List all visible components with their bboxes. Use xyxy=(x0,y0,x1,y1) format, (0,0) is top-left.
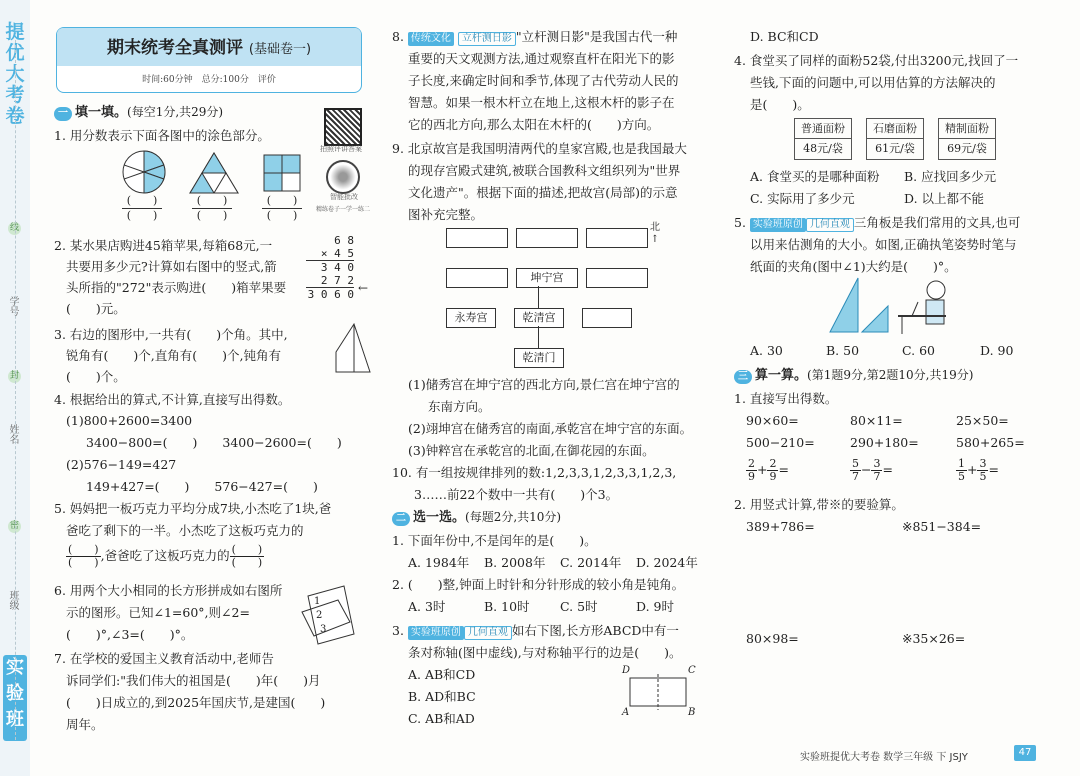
q4-line4: (2)576−149=427 xyxy=(66,457,177,472)
q4-option-c[interactable]: C. 实际用了多少元 xyxy=(750,191,855,206)
q8-line5: 它的西北方向,那么太阳在木杆的( )方向。 xyxy=(408,117,660,132)
s2-q3-option-b[interactable]: B. AD和BC xyxy=(408,689,476,704)
section-3-header xyxy=(734,365,973,386)
fraction-blank[interactable]: $\frac{( )}{( )}$ xyxy=(231,543,263,569)
map-kunning-box: 坤宁宫 xyxy=(516,268,578,288)
numerator: 2 xyxy=(769,457,777,470)
tag-topic: 几何直观 xyxy=(464,626,512,640)
section-badge: 一 xyxy=(54,107,72,121)
q9-line2: 的现存宫殿式建筑,被联合国教科文组织列为"世界 xyxy=(408,163,681,178)
tag-original: 实验班原创 xyxy=(750,218,806,232)
q3-figure xyxy=(332,322,372,382)
q1-text: 1. 用分数表示下面各图中的涂色部分。 xyxy=(54,128,270,143)
brand-top: 提优大考卷 xyxy=(5,21,25,127)
brand-bottom: 实验班 xyxy=(3,655,27,741)
q1-figures xyxy=(114,150,364,196)
q3-line1: 3. 右边的图形中,一共有( )个角。其中, xyxy=(54,327,288,342)
s2-q2: 2. ( )整,钟面上时针和分针形成的较小角是钝角。 xyxy=(392,577,685,592)
field-name: 姓名 xyxy=(7,424,18,444)
q5-line1: 5. 实验班原创 几何直观 三角板是我们常用的文具,也可 xyxy=(734,215,1021,230)
vertical-calc-item[interactable]: ※851−384= xyxy=(902,519,982,534)
flour-name: 普通面粉 xyxy=(795,119,851,139)
q5-line1: 5. 妈妈把一板巧克力平均分成7块,小杰吃了1块,爸 xyxy=(54,501,332,516)
q6-line2: 示的图形。已知∠1=60°,则∠2= xyxy=(66,605,250,620)
numerator: 1 xyxy=(958,457,965,470)
denominator: 9 xyxy=(769,470,777,483)
north-label: 北 xyxy=(650,222,660,233)
s3-q1: 1. 直接写出得数。 xyxy=(734,391,838,406)
s2-q1-option-c[interactable]: C. 2014年 xyxy=(560,555,622,570)
calc-item[interactable]: 25×50= xyxy=(956,413,1009,428)
q7-line1: 7. 在学校的爱国主义教育活动中,老师告 xyxy=(54,651,274,666)
fraction-calc-3[interactable]: $\frac{1}{5}$ + $\frac{3}{5}$ = xyxy=(958,457,999,483)
q5-option-d[interactable]: D. 90 xyxy=(980,343,1014,358)
numerator: 2 xyxy=(748,457,755,470)
q4-line3: 3400−800=( ) 3400−2600=( ) xyxy=(86,435,342,450)
q1-answer-2[interactable] xyxy=(192,194,232,223)
q9-desc1b: 东南方向。 xyxy=(428,399,491,414)
q6-figure xyxy=(298,582,362,646)
arrow-left-icon: ← xyxy=(358,281,369,295)
q7-line4: 周年。 xyxy=(66,717,104,732)
q4-line2: (1)800+2600=3400 xyxy=(66,413,193,428)
blank: ( ) xyxy=(126,194,158,207)
tag-topic: 立杆测日影 xyxy=(458,32,516,46)
square-figure xyxy=(264,155,300,191)
map-connector xyxy=(538,326,539,348)
q4-line3: 是( )。 xyxy=(750,97,810,112)
smart-grading-caption: 智能批改 xyxy=(330,193,358,201)
flour-card-2 xyxy=(866,118,924,160)
s2-q3-option-a[interactable]: A. AB和CD xyxy=(408,667,476,682)
q8-line3: 子长度,来确定时间和季节,体现了古代劳动人民的 xyxy=(408,73,679,88)
exam-title-text: 期末统考全真测评 xyxy=(106,38,243,58)
q1-answer-1[interactable] xyxy=(122,194,162,223)
q8-line1: 8. 传统文化 立杆测日影 "立杆测日影"是我国古代一种 xyxy=(392,29,678,44)
set-square-figure xyxy=(828,276,958,336)
operator: + xyxy=(967,462,978,477)
q4-option-a[interactable]: A. 食堂买的是哪种面粉 xyxy=(750,169,880,184)
map-blank-box[interactable] xyxy=(586,228,648,248)
q5-line3 xyxy=(66,544,264,569)
angle-3-label: 3 xyxy=(320,624,327,635)
map-yongshou-box: 永寿宫 xyxy=(446,308,496,328)
section-1-header xyxy=(54,102,223,123)
q5-line3: 纸面的夹角(图中∠1)大约是( )°。 xyxy=(750,259,957,274)
blank: ( ) xyxy=(262,208,302,223)
cut-mark-3: 密 xyxy=(9,521,19,531)
north-arrow-icon: 北 ↑ xyxy=(650,222,660,245)
calc-item[interactable]: 290+180= xyxy=(850,435,919,450)
tag-original: 实验班原创 xyxy=(408,626,464,640)
q5-text: ,爸爸吃了这板巧克力的 xyxy=(100,548,230,563)
q5-text: 三角板是我们常用的文具,也可 xyxy=(853,215,1021,230)
field-student-id: 学号 xyxy=(7,296,18,316)
s2-q3-line1: 3. 实验班原创 几何直观 如右下图,长方形ABCD中有一 xyxy=(392,623,679,638)
cut-mark-2: 封 xyxy=(9,371,19,381)
q1-answer-3[interactable] xyxy=(262,194,302,223)
calc-item[interactable]: 80×11= xyxy=(850,413,903,428)
denominator: 5 xyxy=(958,470,965,483)
s2-q2-option-c[interactable]: C. 5时 xyxy=(560,599,598,614)
q9-desc1a: (1)储秀宫在坤宁宫的西北方向,景仁宫在坤宁宫的 xyxy=(408,377,680,392)
s2-q1-option-a[interactable]: A. 1984年 xyxy=(408,555,470,570)
rectangle-abcd-figure xyxy=(622,674,692,710)
tag-topic: 几何直观 xyxy=(806,218,854,232)
section-badge: 二 xyxy=(392,512,410,526)
blank: ( ) xyxy=(122,208,162,223)
calc-row: 3 4 0 xyxy=(320,261,354,274)
operator: + xyxy=(757,462,768,477)
q2-line4: ( )元。 xyxy=(66,301,126,316)
denominator: 9 xyxy=(748,470,755,483)
q4-line5: 149+427=( ) 576−427=( ) xyxy=(86,479,318,494)
blank: ( ) xyxy=(266,194,298,207)
q5-line2: 以用来估测角的大小。如图,正确执笔姿势时笔与 xyxy=(750,237,1017,252)
exam-title xyxy=(57,28,361,66)
s2-q3-line2: 条对称轴(图中虚线),与对称轴平行的边是( )。 xyxy=(408,645,682,660)
section-title: 填一填。 xyxy=(75,105,128,120)
map-connector xyxy=(538,286,539,308)
map-qianqing-box: 乾清宫 xyxy=(514,308,564,328)
q9-line4: 图补充完整。 xyxy=(408,207,484,222)
calc-row: 3 0 6 0 xyxy=(307,288,354,301)
vertical-calc-item[interactable]: 80×98= xyxy=(746,631,799,646)
q5-option-c[interactable]: C. 60 xyxy=(902,343,935,358)
exam-title-box xyxy=(56,27,362,93)
practice-caption: 精练卷子一学一练二 xyxy=(316,206,371,213)
map-blank-box[interactable] xyxy=(516,228,578,248)
vertical-calculation xyxy=(306,234,354,301)
q2-line1: 2. 某水果店购进45箱苹果,每箱68元,一 xyxy=(54,238,273,253)
blank: ( ) xyxy=(192,208,232,223)
calc-row: × 4 5 xyxy=(306,247,354,261)
flour-price: 61元/袋 xyxy=(875,142,915,155)
denominator: 7 xyxy=(873,470,881,483)
q4-line1: 4. 根据给出的算式,不计算,直接写出得数。 xyxy=(54,392,291,407)
q4-line1: 4. 食堂买了同样的面粉52袋,付出3200元,找回了一 xyxy=(734,53,1019,68)
pie-figure xyxy=(123,151,165,193)
q10-line2: 3……前22个数中一共有( )个3。 xyxy=(414,487,619,502)
flour-price: 48元/袋 xyxy=(803,142,843,155)
q6-line3: ( )°,∠3=( )°。 xyxy=(66,627,194,642)
map-qianqingmen-box: 乾清门 xyxy=(514,348,564,368)
map-blank-box[interactable] xyxy=(446,228,508,248)
tag-tradition: 传统文化 xyxy=(408,32,454,46)
angle-2-label: 2 xyxy=(316,610,323,621)
s2-q3-text: 如右下图,长方形ABCD中有一 xyxy=(511,623,679,638)
calc-row: 6 8 xyxy=(334,234,354,247)
flour-card-3 xyxy=(938,118,996,160)
numerator: 3 xyxy=(979,457,987,470)
q7-line2: 诉同学们:"我们伟大的祖国是( )年( )月 xyxy=(66,673,321,688)
s2-q1-option-d[interactable]: D. 2024年 xyxy=(636,555,698,570)
q4-line2: 些钱,下面的问题中,可以用估算的方法解决的 xyxy=(750,75,996,90)
section-points: (每空1分,共29分) xyxy=(127,105,224,119)
exam-subtitle: (基础卷一) xyxy=(248,42,312,57)
s2-q3-option-d[interactable]: D. BC和CD xyxy=(750,29,819,44)
vertical-calc-item[interactable]: 389+786= xyxy=(746,519,815,534)
numerator: 5 xyxy=(852,457,859,470)
q2-line3: 头所指的"272"表示购进( )箱苹果要 xyxy=(66,280,287,295)
triangle-figure xyxy=(190,153,238,193)
q5-option-b[interactable]: B. 50 xyxy=(826,343,860,358)
s2-q2-option-d[interactable]: D. 9时 xyxy=(636,599,674,614)
denominator: 5 xyxy=(979,470,987,483)
section-badge: 三 xyxy=(734,370,752,384)
exam-meta: 时间:60分钟 总分:100分 评价 xyxy=(142,75,276,85)
fraction-calc-1[interactable]: $\frac{2}{9}$ + $\frac{2}{9}$ = xyxy=(748,457,789,483)
q9-line1: 9. 北京故宫是我国明清两代的皇家宫殿,也是我国最大 xyxy=(392,141,687,156)
qr-code-icon[interactable] xyxy=(324,108,362,146)
q8-line2: 重要的天文观测方法,通过观察直杆在阳光下的影 xyxy=(408,51,675,66)
section-points: (每题2分,共10分) xyxy=(465,510,562,524)
q5-option-a[interactable]: A. 30 xyxy=(750,343,783,358)
s2-q2-option-b[interactable]: B. 10时 xyxy=(484,599,530,614)
q8-text: "立杆测日影"是我国古代一种 xyxy=(515,29,678,44)
qr-caption: 拍照评讲答案 xyxy=(320,145,362,153)
q6-line1: 6. 用两个大小相同的长方形拼成如右图所 xyxy=(54,583,283,598)
flour-card-1 xyxy=(794,118,852,160)
q10-line1: 10. 有一组按规律排列的数:1,2,3,3,1,2,3,3,1,2,3, xyxy=(392,465,677,480)
calc-item[interactable]: 500−210= xyxy=(746,435,815,450)
rect-label-d: D xyxy=(622,665,631,676)
flour-price: 69元/袋 xyxy=(947,142,987,155)
section-title: 算一算。 xyxy=(755,368,808,383)
numerator: 3 xyxy=(873,457,881,470)
section-title: 选一选。 xyxy=(413,510,466,525)
map-blank-box[interactable] xyxy=(446,268,508,288)
s2-q3-option-c[interactable]: C. AB和AD xyxy=(408,711,475,726)
section-points: (第1题9分,第2题10分,共19分) xyxy=(807,368,974,382)
q3-line2: 锐角有( )个,直角有( )个,钝角有 xyxy=(66,348,281,363)
q9-desc2: (2)翊坤宫在储秀宫的南面,承乾宫在坤宁宫的东面。 xyxy=(408,421,693,436)
map-blank-box[interactable] xyxy=(582,308,632,328)
calc-item[interactable]: 90×60= xyxy=(746,413,799,428)
q5-line2: 爸吃了剩下的一半。小杰吃了这板巧克力的 xyxy=(66,523,304,538)
q8-line4: 智慧。如果一根木杆立在地上,这根木杆的影子在 xyxy=(408,95,675,110)
q2-line2: 共要用多少元?计算如右图中的竖式,箭 xyxy=(66,259,277,274)
flour-name: 精制面粉 xyxy=(939,119,995,139)
blank: ( ) xyxy=(196,194,228,207)
s3-q2: 2. 用竖式计算,带※的要验算。 xyxy=(734,497,904,512)
fraction-blank[interactable]: $\frac{( )}{( )}$ xyxy=(68,543,99,569)
operator: − xyxy=(861,462,872,477)
cut-line xyxy=(15,40,16,740)
map-blank-box[interactable] xyxy=(586,268,648,288)
q4-option-d[interactable]: D. 以上都不能 xyxy=(904,191,985,206)
calc-item[interactable]: 580+265= xyxy=(956,435,1025,450)
q9-line3: 文化遗产"。根据下面的描述,把故宫(局部)的示意 xyxy=(408,185,678,200)
s2-q2-option-a[interactable]: A. 3时 xyxy=(408,599,446,614)
section-2-header xyxy=(392,507,561,528)
s2-q1-option-b[interactable]: B. 2008年 xyxy=(484,555,546,570)
s2-q1: 1. 下面年份中,不是闰年的是( )。 xyxy=(392,533,597,548)
angle-1-label: 1 xyxy=(314,596,321,607)
rect-label-c: C xyxy=(688,665,696,676)
field-class: 班级 xyxy=(7,590,18,610)
cut-mark-1: 线 xyxy=(9,223,19,233)
page-footer: 实验班提优大考卷 数学三年级 下 JSJY xyxy=(800,752,968,763)
q4-option-b[interactable]: B. 应找回多少元 xyxy=(904,169,997,184)
rect-label-b: B xyxy=(688,707,696,718)
rect-label-a: A xyxy=(622,707,630,718)
denominator: 7 xyxy=(852,470,859,483)
calc-row: 2 7 2 xyxy=(306,274,354,288)
fraction-calc-2[interactable]: $\frac{5}{7}$ − $\frac{3}{7}$ = xyxy=(852,457,893,483)
page-number: 47 xyxy=(1014,745,1036,761)
flour-name: 石磨面粉 xyxy=(867,119,923,139)
child-writing-icon xyxy=(898,281,946,334)
q7-line3: ( )日成立的,到2025年国庆节,是建国( ) xyxy=(66,695,326,710)
vertical-calc-item[interactable]: ※35×26= xyxy=(902,631,966,646)
q9-desc3: (3)钟粹宫在承乾宫的北面,在御花园的东面。 xyxy=(408,443,655,458)
q3-line3: ( )个。 xyxy=(66,369,126,384)
